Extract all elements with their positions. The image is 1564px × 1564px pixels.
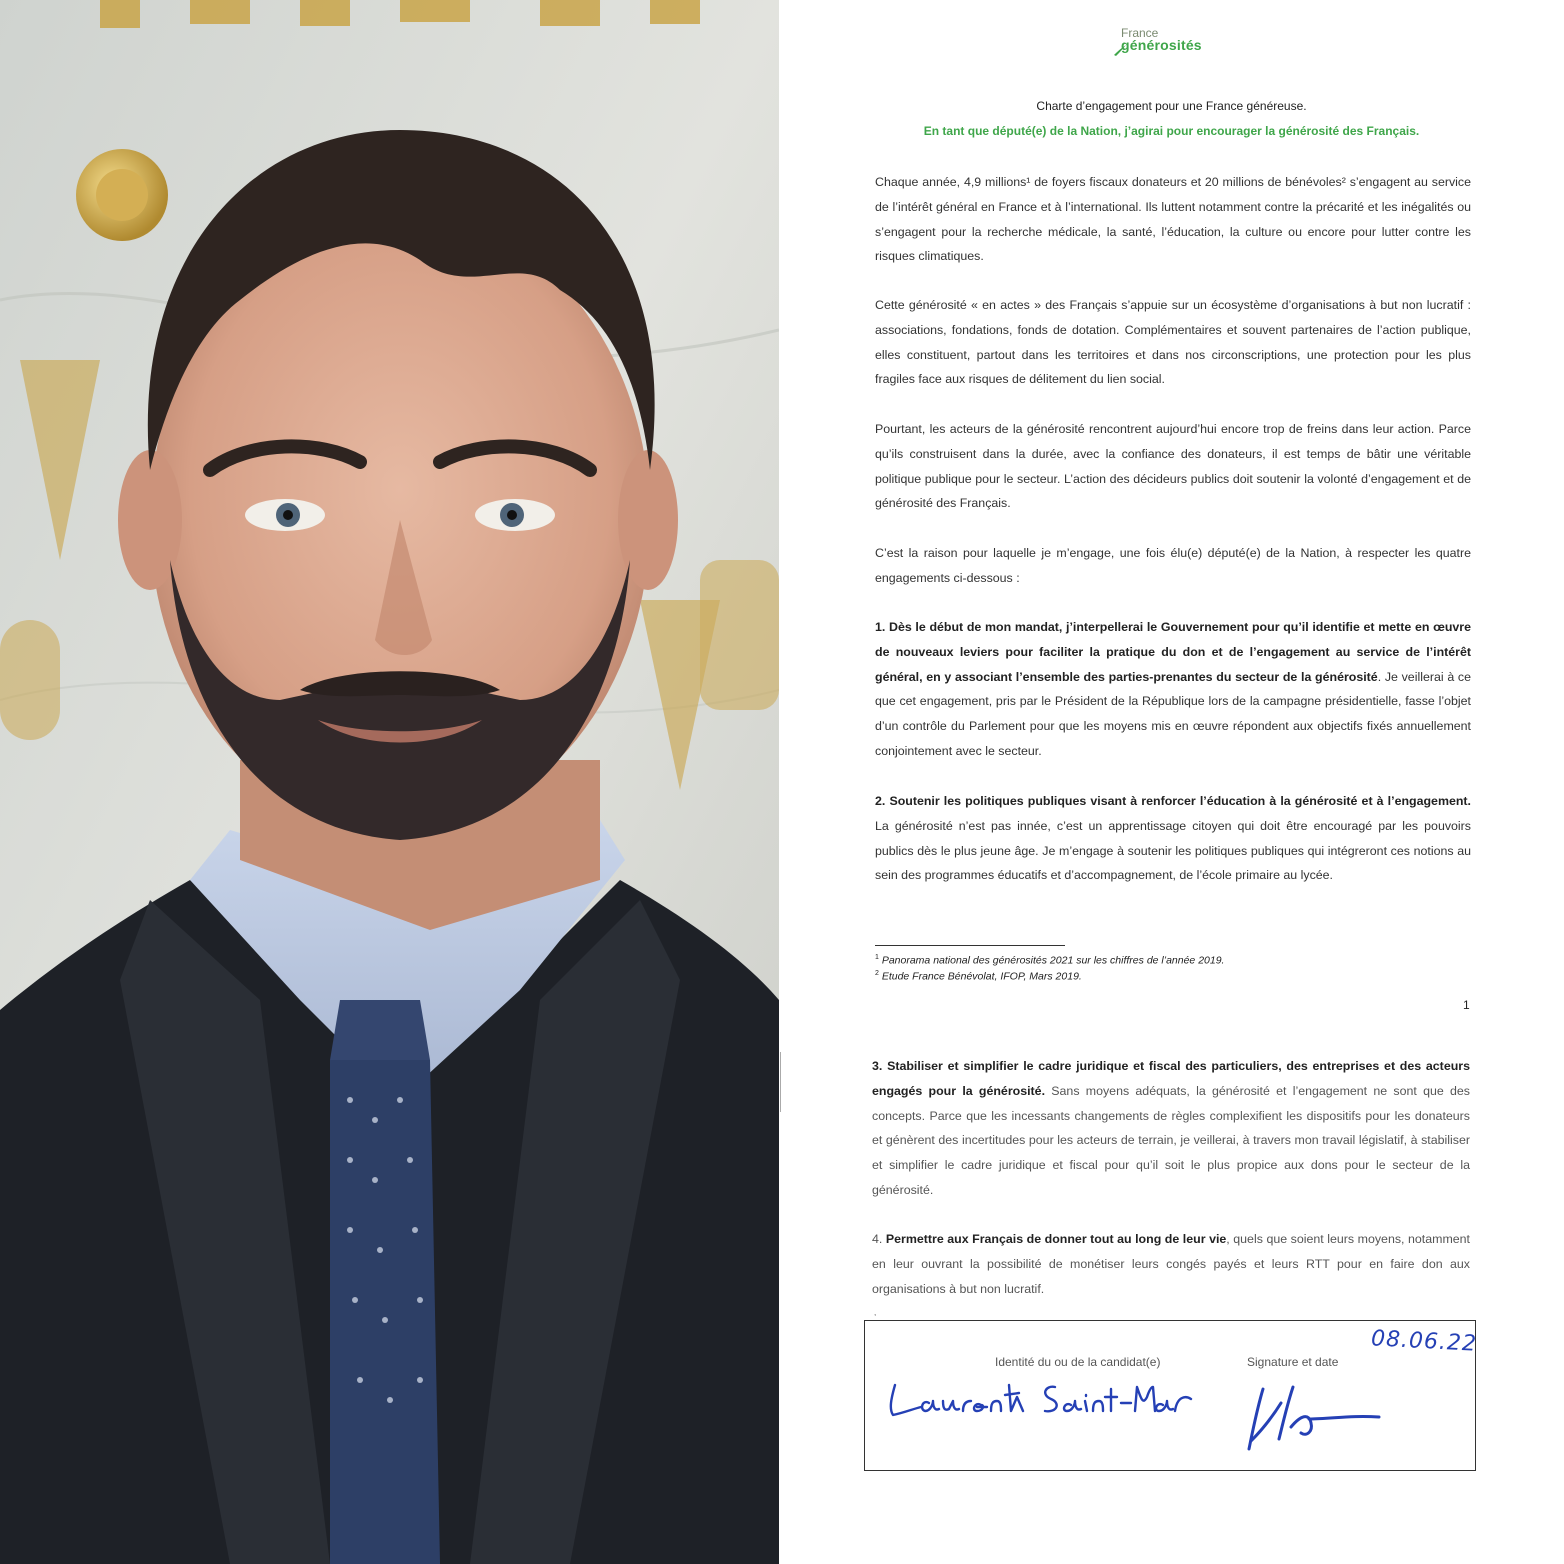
france-generosites-logo: [1117, 26, 1237, 60]
engagement-1: [875, 615, 1471, 764]
engagement-3-text: Sans moyens adéquats, la générosité et l’engagement ne sont que des concepts. Parce que les incessants changements de règles complexifient les dispositifs pour les donateurs et génèrent des incertitudes pour les acteurs de terrain, je veillerai, à travers mon travail législatif, à stabiliser et simplifier le cadre juridique et fiscal pour qu’il soit le plus propice aux dons pour le secteur de la générosité.: [872, 1083, 1470, 1197]
footnote-2-mark: 2: [875, 970, 879, 977]
engagement-3-heading: 3. Stabiliser et simplifier le cadre juridique et fiscal des particuliers, des entreprises et des acteurs engagés pour la générosité.: [872, 1059, 1470, 1098]
engagement-4-heading: Permettre aux Français de donner tout au long de leur vie: [885, 1232, 1227, 1246]
footnote-1-mark: 1: [875, 954, 879, 961]
signature-box: [864, 1320, 1476, 1471]
footnote-1-text: Panorama national des générosités 2021 sur les chiffres de l’année 2019.: [881, 954, 1225, 967]
engagement-4-number: 4.: [872, 1232, 886, 1246]
charter-subtitle: En tant que député(e) de la Nation, j’agirai pour encourager la générosité des Français.: [923, 124, 1420, 138]
page-edge-shadow: [780, 1052, 781, 1112]
footnote-2-text: Etude France Bénévolat, IFOP, Mars 2019.: [881, 970, 1082, 983]
engagement-4: [872, 1227, 1470, 1301]
paragraph-2: Cette générosité « en actes » des Français s’appuie sur un écosystème d’organisations à but non lucratif : associations, fondations, fonds de dotation. Complémentaires et souvent partenaires de l’action publique, elles constituent, partout dans les territoires et dans nos circonscriptions, une protection pour les plus fragiles face aux risques de délitement du lien social.: [875, 298, 1471, 387]
charter-document: [779, 0, 1564, 1564]
paragraph-1: Chaque année, 4,9 millions¹ de foyers fiscaux donateurs et 20 millions de bénévoles² s’engagent au service de l’intérêt général en France et à l’international. Ils luttent notamment contre la précarité et les inégalités ou s’engagent pour la recherche médicale, la santé, l’éducation, la culture ou encore pour lutter contre les risques climatiques.: [875, 175, 1471, 264]
engagement-4-text: , quels que soient leurs moyens, notamment en leur ouvrant la possibilité de monétiser leurs congés payés et leurs RTT pour en faire don aux organisations à but non lucratif.: [872, 1232, 1470, 1296]
signature-label: Signature et date: [1247, 1355, 1339, 1369]
footnote-rule: [875, 945, 1065, 946]
engagement-1-text: . Je veillerai à ce que cet engagement, pris par le Président de la République lors de la campagne présidentielle, fasse l’objet d’un contrôle du Parlement pour que les moyens mis en œuvre répondent aux objectifs fixés annuellement conjointement avec le secteur.: [875, 669, 1471, 758]
portrait-illustration: [0, 0, 779, 1564]
paragraph-3: Pourtant, les acteurs de la générosité rencontrent aujourd’hui encore trop de freins dans leur action. Parce qu’ils construisent dans la durée, avec la confiance des donateurs, il est temps de bâtir une véritable politique publique pour le secteur. L’action des décideurs publics doit soutenir la volonté d’engagement et de générosité des Français.: [875, 422, 1471, 511]
engagement-2-heading: 2. Soutenir les politiques publiques visant à renforcer l’éducation à la générosité et à l’engagement.: [875, 794, 1471, 808]
engagement-2: [875, 789, 1471, 888]
engagement-3: [872, 1054, 1470, 1203]
engagement-2-text: La générosité n’est pas innée, c’est un apprentissage citoyen qui doit être encouragé par les pouvoirs publics dès le plus jeune âge. Je m’engage à soutenir les politiques publiques qui intégreront ces notions au sein des programmes éducatifs et d’accompagnement, de l’école primaire au lycée.: [875, 818, 1471, 883]
paragraph-4: C’est la raison pour laquelle je m’engage, une fois élu(e) député(e) de la Nation, à respecter les quatre engagements ci-dessous :: [875, 546, 1471, 585]
footnote-2: [875, 970, 1082, 983]
handwritten-date: 08.06.22: [1370, 1326, 1478, 1357]
identity-label: Identité du ou de la candidat(e): [995, 1355, 1161, 1369]
charter-title: Charte d’engagement pour une France généreuse.: [1036, 99, 1307, 113]
logo-line1: France: [1121, 26, 1159, 40]
portrait-photo: [0, 0, 779, 1564]
footnote-1: [875, 954, 1224, 967]
page-number: 1: [1463, 998, 1470, 1012]
handwritten-name: [885, 1377, 1195, 1427]
logo-line2: générosités: [1121, 37, 1202, 53]
handwritten-signature: [1241, 1379, 1391, 1459]
scan-mark: ,: [874, 1308, 877, 1317]
engagement-1-heading: 1. Dès le début de mon mandat, j’interpellerai le Gouvernement pour qu’il identifie et mette en œuvre de nouveaux leviers pour faciliter la pratique du don et de l’engagement au service de l’intérêt général, en y associant l’ensemble des parties-prenantes du secteur de la générosité: [875, 620, 1471, 684]
